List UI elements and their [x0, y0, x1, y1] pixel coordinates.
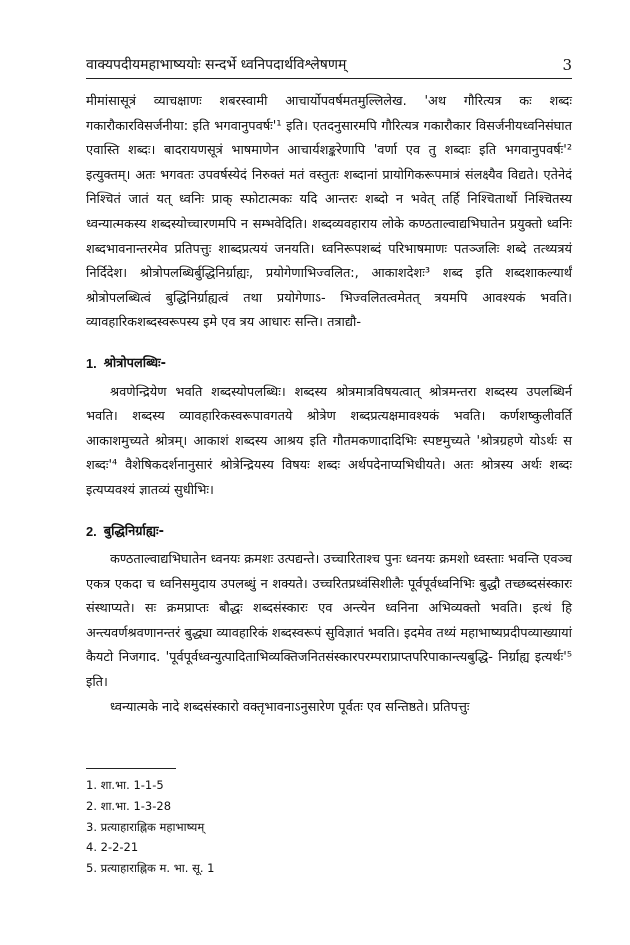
- page-number: 3: [562, 56, 572, 74]
- section-title: श्रोत्रोपलब्धिः-: [103, 355, 167, 371]
- footnotes: [86, 768, 572, 879]
- footnote: 5. प्रत्याहाराह्निक म. भा. सू. 1: [86, 861, 215, 876]
- footnote: 2. शा.भा. 1-3-28: [86, 798, 172, 813]
- body-text: [86, 90, 572, 720]
- intro-paragraph: मीमांसासूत्रं व्याचक्षाणः शबरस्वामी आचार्योपवर्षमतमुल्लिलेख. 'अथ गौरित्यत्र कः शब्दः गकारौकारविसर्जनीया: इति भगवानुपवर्षः'¹ इति। एतदनुसारमपि गौरित्यत्र गकारौकार विसर्जनीयध्वनिसंघात एवास्ति शब्दः। बादरायणसूत्रं भाषमाणेन आचार्यशङ्करेणापि 'वर्णा एव तु शब्दाः इति भगवानुपवर्षः'² इत्युक्तम्। अतः भगवतः उपवर्षस्येदं निरुक्तं मतं वस्तुतः शब्दानां प्रायोगिकरूपमात्रं संलक्ष्यैव विद्यते। एतेनेदं निश्चितं जातं यत् ध्वनिः प्राक् स्फोटात्मकः यदि आन्तरः शब्दो न भवेत् तर्हि निश्चितार्थो निश्चितस्य ध्वन्यात्मकस्य शब्दस्योच्चारणमपि न सम्भवेदिति। शब्दव्यवहाराय लोके कण्ठताल्वाद्यभिघातेन प्रयुक्तो ध्वनिः शब्दभावनान्तरमेव प्रतिपत्तुः शाब्दप्रत्ययं जनयति। ध्वनिरूपशब्दं परिभाषमाणः पतञ्जलिः शब्दे तत्थ्यत्रयं निर्दिदेश। श्रोत्रोपलब्धिर्बुद्धिनिर्ग्राह्यः, प्रयोगेणाभिज्वलित:, आकाशदेशः³ शब्द इति शब्दशाकल्यार्थं श्रोत्रोपलब्धित्वं बुद्धिनिर्ग्राह्यत्वं तथा प्रयोगेणाऽ- भिज्वलितत्वमेतत् त्रयमपि आवश्यकं भवति। व्यावहारिकशब्दस्वरूपस्य इमे एव त्रय आधारः सन्ति। तत्राद्यौ-: [86, 94, 572, 331]
- section-number: 2.: [86, 523, 97, 539]
- footnote: 3. प्रत्याहाराह्निक महाभाष्यम्: [86, 819, 205, 834]
- section-heading-2: [86, 520, 572, 545]
- section-paragraph: कण्ठताल्वाद्यभिघातेन ध्वनयः क्रमशः उत्पद्यन्ते। उच्चारिताश्च पुनः ध्वनयः क्रमशो ध्वस्ताः भवन्ति एवञ्च एकत्र एकदा च ध्वनिसमुदाय उपलब्धुं न शक्यते। उच्चरितप्रध्वंसिशीलैः पूर्वपूर्वध्वनिभिः बुद्धौ तच्छब्दसंस्कारः संस्थाप्यते। सः क्रमप्राप्तः बौद्धः शब्दसंस्कारः एव अन्त्येन ध्वनिना अभिव्यक्तो भवति। इत्थं हि अन्त्यवर्णश्रवणानन्तरं बुद्ध्या व्यावहारिकं शब्दस्वरूपं सुविज्ञातं भवति। इदमेव तथ्यं महाभाष्यप्रदीपव्याख्यायां कैयटो निजगाद. 'पूर्वपूर्वध्वन्युत्पादिताभिव्यक्तिजनितसंस्कारपरम्पराप्राप्तपरिपाकान्त्यबुद्धि- निर्ग्राह्य इत्यर्थः'⁵ इति।: [86, 552, 572, 691]
- section-paragraph: ध्वन्यात्मके नादे शब्दसंस्कारो वक्तृभावनाऽनुसारेण पूर्वतः एव सन्तिष्ठते। प्रतिपत्तुः: [110, 699, 470, 715]
- section-paragraph: श्रवणेन्द्रियेण भवति शब्दस्योपलब्धिः। शब्दस्य श्रोत्रमात्रविषयत्वात् श्रोत्रमन्तरा शब्दस्य उपलब्धिर्न भवति। शब्दस्य व्यावहारिकस्वरूपावगतये श्रोत्रेण शब्दप्रत्यक्षमावश्यकं भवति। कर्णशष्कुलीवर्ति आकाशमुच्यते श्रोत्रम्। आकाशं शब्दस्य आश्रय इति गौतमकणादादिभिः स्पष्टमुच्यते 'श्रोत्रग्रहणे योऽर्थः स शब्दः'⁴ वैशेषिकदर्शनानुसारं श्रोत्रेन्द्रियस्य विषयः शब्दः अर्थपदेनाप्यभिधीयते। अतः श्रोत्रस्य अर्थः शब्दः इत्यप्यवश्यं ज्ञातव्यं सुधीभिः।: [86, 384, 572, 498]
- section-title: बुद्धिनिर्ग्राह्यः-: [103, 523, 164, 539]
- footnote: 4. 2-2-21: [86, 840, 139, 855]
- footnote: 1. शा.भा. 1-1-5: [86, 778, 164, 792]
- running-header: [86, 48, 572, 79]
- section-heading-1: [86, 352, 572, 377]
- footnote-rule: [86, 768, 176, 769]
- header-title: वाक्यपदीयमहाभाष्ययोः सन्दर्भे ध्वनिपदार्थविश्लेषणम्: [86, 57, 347, 73]
- section-number: 1.: [86, 355, 97, 371]
